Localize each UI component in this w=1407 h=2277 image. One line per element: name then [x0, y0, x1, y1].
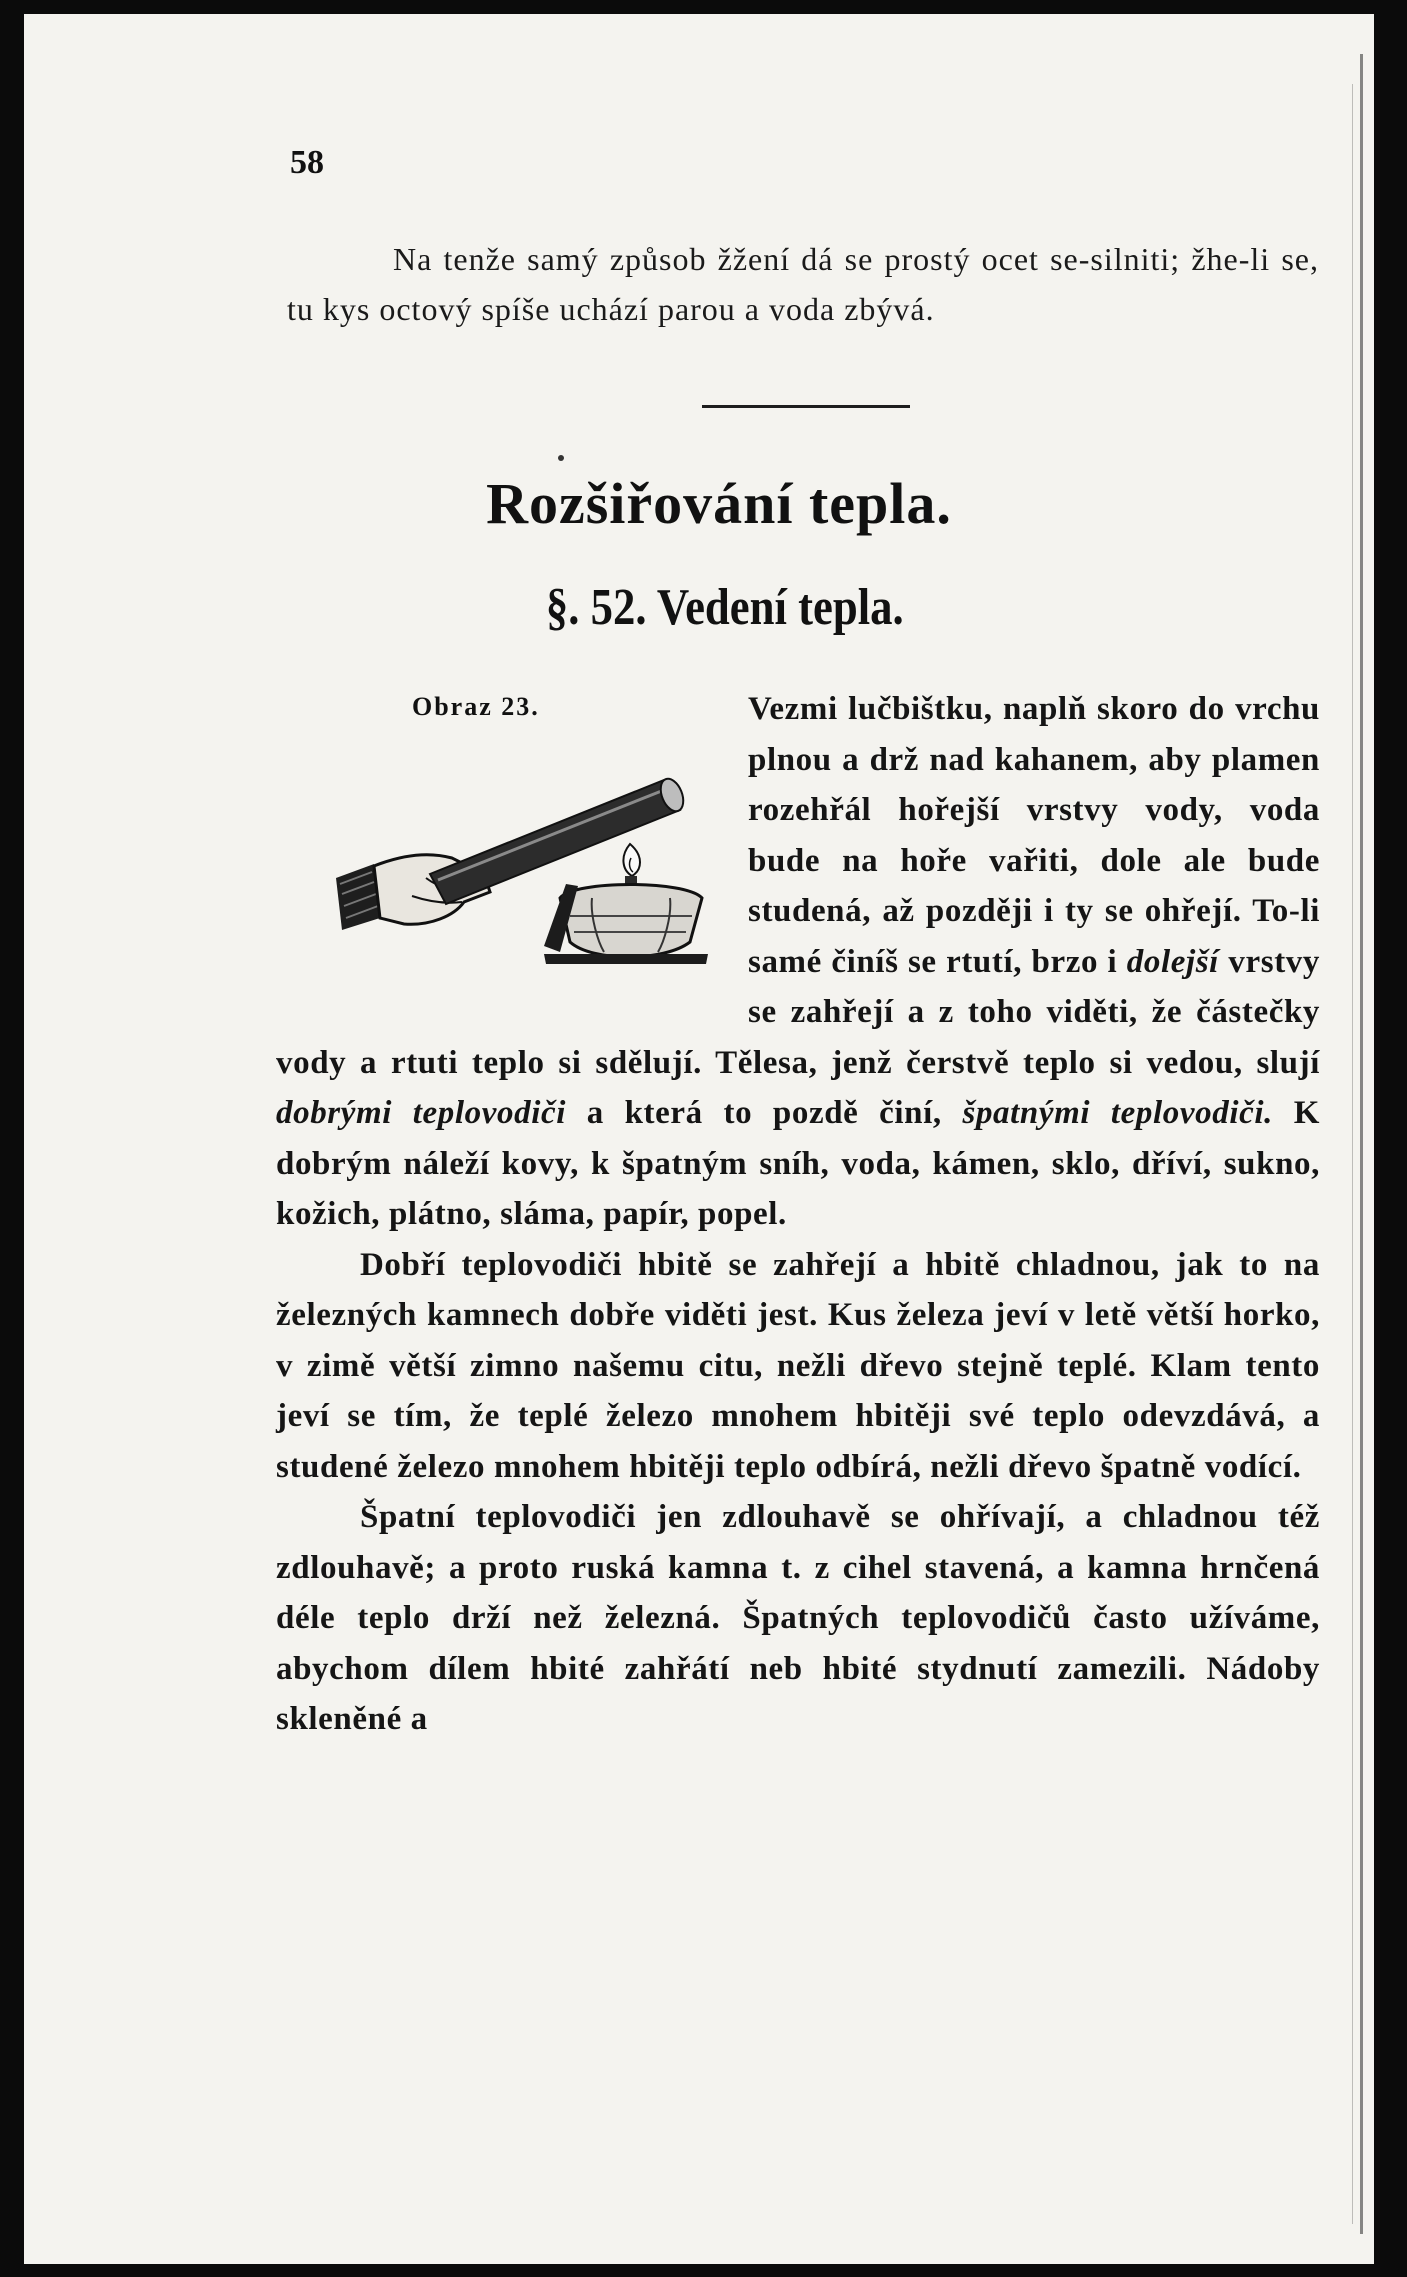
paragraph-1-text-b: vrstvy se zahřejí a z toho viděti, že částečky vody a rtuti teplo si sdělují. Tělesa, jenž čerstvě teplo si vedou, slují	[276, 943, 1320, 1081]
print-speck	[558, 455, 564, 461]
emphasis-bad-conductors: špatnými teplovodiči.	[962, 1095, 1273, 1131]
section-divider	[702, 405, 910, 408]
paragraph-1-text-c: a která to pozdě činí,	[566, 1095, 963, 1131]
page-edge-line	[1352, 84, 1353, 2224]
page-number: 58	[290, 144, 324, 181]
book-page	[24, 14, 1374, 2264]
paragraph-bad-conductors: Špatní teplovodiči jen zdlouhavě se ohřívají, a chladnou též zdlouhavě; a proto ruská kamna t. z cihel stavená, a kamna hrnčená déle teplo drží než železná. Špatných teplovodičů často užíváme, abychom dílem hbité zahřátí neb hbité stydnutí zamezili. Nádoby skleněné a	[276, 1499, 1320, 1737]
page-edge-shadow	[1360, 54, 1363, 2234]
chapter-title: Rozšiřování tepla.	[486, 471, 952, 536]
emphasis-good-conductors: dobrými teplovodiči	[276, 1095, 566, 1131]
emphasis-dolejsi: dolejší	[1126, 943, 1219, 980]
intro-paragraph: Na tenže samý způsob žžení dá se prostý ocet se-silniti; žhe-li se, tu kys octový spíše uchází parou a voda zbývá.	[287, 241, 1319, 327]
paragraph-1-text-d: K dobrým náleží kovy, k špatným sníh, voda, kámen, sklo, dříví, sukno, kožich, plátno, sláma, papír, popel.	[276, 1095, 1321, 1232]
paragraph-good-conductors: Dobří teplovodiči hbitě se zahřejí a hbitě chladnou, jak to na železných kamnech dobře viděti jest. Kus železa jeví v letě větší horko, v zimě větší zimno našemu citu, nežli dřevo stejně teplé. Klam tento jeví se tím, že teplé železo mnohem hbitěji své teplo odevzdává, a studené železo mnohem hbitěji teplo odbírá, nežli dřevo špatně vodící.	[276, 1246, 1320, 1485]
section-title: §. 52. Vedení tepla.	[545, 579, 904, 636]
figure-float-spacer	[276, 684, 748, 1006]
main-text	[276, 684, 1320, 1745]
paragraph-1-text-a: Vezmi lučbištku, naplň skoro do vrchu plnou a drž nad kahanem, aby plamen rozehřál hořejší vrstvy vody, voda bude na hoře vařiti, dole ale bude studená, až později i ty se ohřejí. To-li samé činíš se rtutí, brzo i	[748, 691, 1320, 980]
figure-label: Obraz 23.	[412, 692, 540, 721]
